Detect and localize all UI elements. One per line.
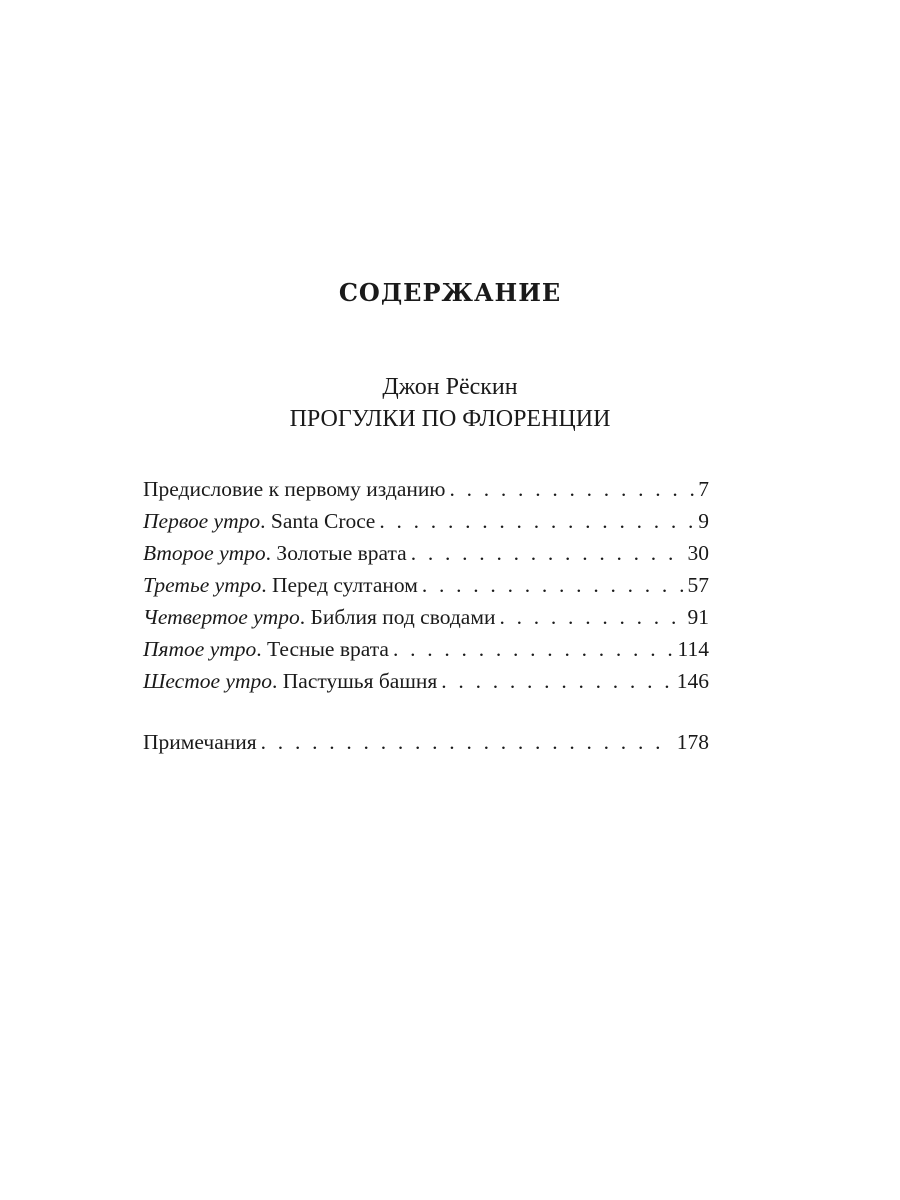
toc-page-number: 30	[687, 541, 709, 565]
toc-entry-prefix: Третье утро	[143, 573, 262, 597]
dot-leader	[411, 537, 684, 569]
toc-entry-prefix: Пятое утро	[143, 637, 257, 661]
dot-leader	[499, 601, 683, 633]
toc-entry-title	[143, 665, 437, 697]
table-of-contents	[143, 473, 709, 697]
toc-entry-prefix: Шестое утро	[143, 669, 272, 693]
dot-leader	[441, 665, 672, 697]
page-title: СОДЕРЖАНИЕ	[338, 278, 562, 307]
dot-leader	[422, 569, 684, 601]
toc-entry-prefix: Второе утро	[143, 541, 266, 565]
toc-entry-label: . Тесные врата	[256, 637, 389, 661]
toc-entry-second-morning	[143, 537, 709, 569]
toc-entry-first-morning	[143, 505, 709, 537]
toc-page-number: 9	[698, 509, 709, 533]
toc-entry-label: . Пастушья башня	[272, 669, 438, 693]
dot-leader	[379, 505, 694, 537]
dot-leader	[261, 726, 673, 758]
toc-entry-label: . Библия под сводами	[299, 605, 496, 629]
author-name: Джон Рёскин	[382, 374, 518, 400]
toc-entry-title	[143, 537, 407, 569]
toc-entry-title	[143, 601, 495, 633]
dot-leader	[449, 473, 694, 505]
toc-entry-prefix: Первое утро	[143, 509, 261, 533]
toc-page-number: 7	[698, 477, 709, 501]
toc-entry-preface	[143, 473, 709, 505]
toc-entry-fourth-morning	[143, 601, 709, 633]
toc-entry-label: . Santa Croce	[260, 509, 376, 533]
toc-page-number: 57	[687, 573, 709, 597]
toc-entry-title	[143, 505, 375, 537]
toc-entry-notes	[143, 726, 709, 758]
toc-entry-fifth-morning	[143, 633, 709, 665]
toc-entry-title	[143, 569, 418, 601]
toc-entry-title	[143, 473, 445, 505]
book-title: ПРОГУЛКИ ПО ФЛОРЕНЦИИ	[289, 406, 611, 432]
toc-page-number: 178	[676, 730, 709, 754]
toc-entry-label: . Перед султаном	[261, 573, 418, 597]
table-of-contents-notes	[143, 726, 709, 758]
toc-entry-prefix: Четвертое утро	[143, 605, 300, 629]
toc-page-number: 114	[677, 637, 709, 661]
toc-entry-third-morning	[143, 569, 709, 601]
toc-entry-sixth-morning	[143, 665, 709, 697]
toc-entry-title	[143, 633, 389, 665]
dot-leader	[393, 633, 674, 665]
toc-entry-label: . Золотые врата	[265, 541, 407, 565]
toc-page-number: 91	[687, 605, 709, 629]
toc-entry-title: Примечания	[143, 730, 257, 754]
toc-entry-label: Предисловие к первому изданию	[143, 477, 446, 501]
toc-page-number: 146	[676, 669, 709, 693]
